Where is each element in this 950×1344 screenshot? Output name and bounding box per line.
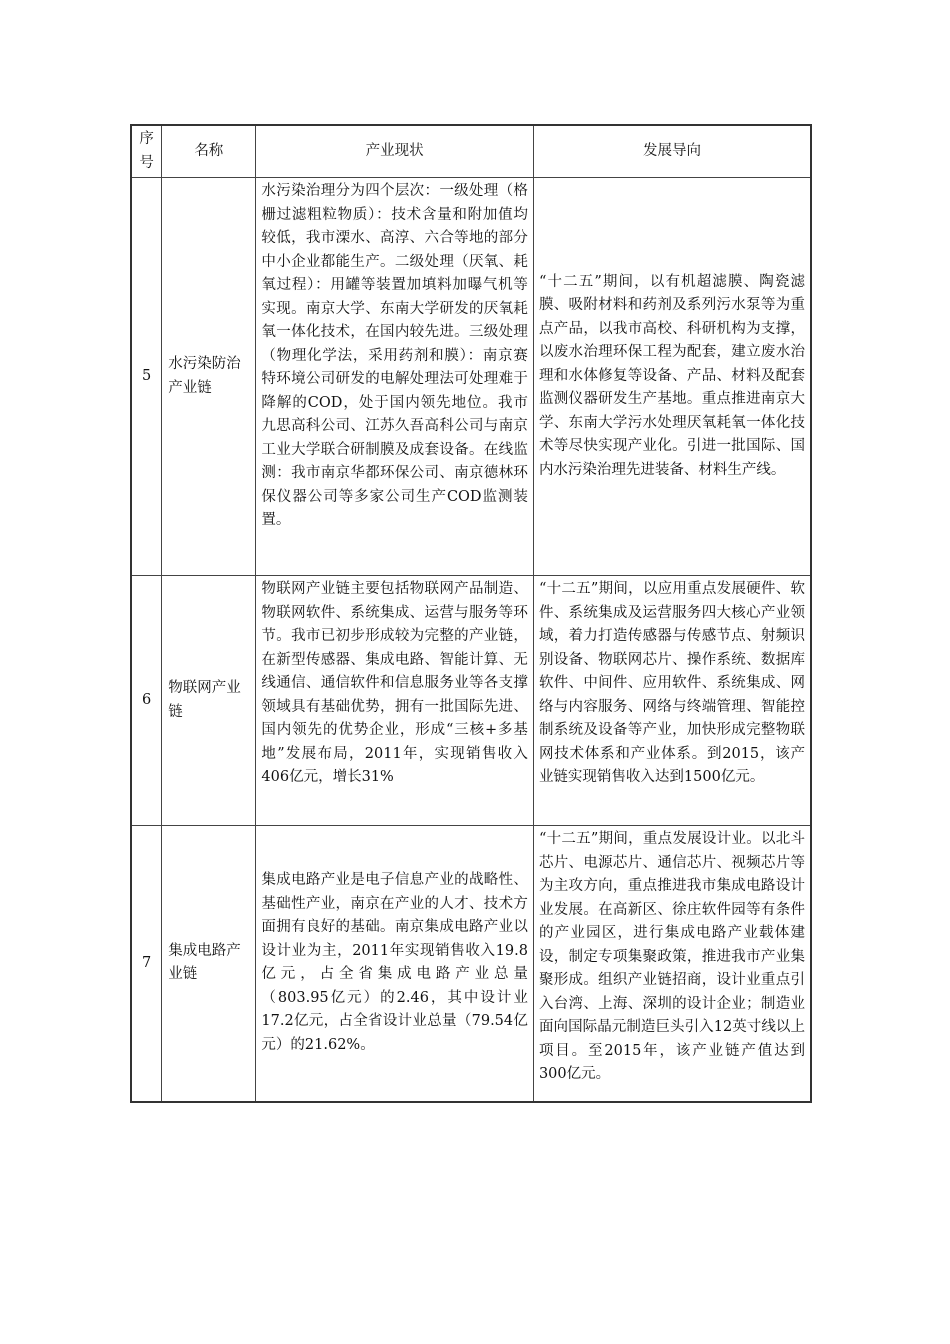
table-row: [131, 576, 811, 826]
row-status: 水污染治理分为四个层次：一级处理（格栅过滤粗粒物质）：技术含量和附加值均较低，我市溧水、高淳、六合等地的部分中小企业都能生产。二级处理（厌氧、耗氧过程）：用罐等装置加填料加曝气机等实现。南京大学、东南大学研发的厌氧耗氧一体化技术，在国内较先进。三级处理（物理化学法，采用药剂和膜）：南京赛特环境公司研发的电解处理法可处理难于降解的COD，处于国内领先地位。我市九思高科公司、江苏久吾高科公司与南京工业大学联合研制膜及成套设备。在线监测：我市南京华都环保公司、南京德林环保仪器公司等多家公司生产COD监测装置。: [256, 178, 534, 576]
row-name: 水污染防治产业链: [162, 178, 256, 576]
row-direction: “十二五”期间，以有机超滤膜、陶瓷滤膜、吸附材料和药剂及系列污水泵等为重点产品，以我市高校、科研机构为支撑，以废水治理环保工程为配套，建立废水治理和水体修复等设备、产品、材料及配套监测仪器研发生产基地。重点推进南京大学、东南大学污水处理厌氧耗氧一体化技术等尽快实现产业化。引进一批国际、国内水污染治理先进装备、材料生产线。: [533, 178, 811, 576]
row-no: 7: [131, 826, 162, 1102]
row-status: 集成电路产业是电子信息产业的战略性、基础性产业，南京在产业的人才、技术方面拥有良好的基础。南京集成电路产业以设计业为主，2011年实现销售收入19.8亿元，占全省集成电路产业总量（803.95亿元）的2.46，其中设计业17.2亿元，占全省设计业总量（79.54亿元）的21.62%。: [256, 826, 534, 1102]
row-direction: “十二五”期间，重点发展设计业。以北斗芯片、电源芯片、通信芯片、视频芯片等为主攻方向，重点推进我市集成电路设计业发展。在高新区、徐庄软件园等有条件的产业园区，进行集成电路产业载体建设，制定专项集聚政策，推进我市产业集聚形成。组织产业链招商，设计业重点引入台湾、上海、深圳的设计企业；制造业面向国际晶元制造巨头引入12英寸线以上项目。至2015年，该产业链产值达到300亿元。: [533, 826, 811, 1102]
row-name: 物联网产业链: [162, 576, 256, 826]
industry-chain-table: [130, 124, 812, 1103]
row-no: 6: [131, 576, 162, 826]
header-direction: 发展导向: [533, 125, 811, 178]
table-header-row: [131, 125, 811, 178]
row-status: 物联网产业链主要包括物联网产品制造、物联网软件、系统集成、运营与服务等环节。我市已初步形成较为完整的产业链，在新型传感器、集成电路、智能计算、无线通信、通信软件和信息服务业等各支撑领域具有基础优势，拥有一批国际先进、国内领先的优势企业，形成“三核+多基地”发展布局，2011年，实现销售收入406亿元，增长31%: [256, 576, 534, 826]
table-row: [131, 826, 811, 1102]
header-no: 序号: [131, 125, 162, 178]
table-row: [131, 178, 811, 576]
header-status: 产业现状: [256, 125, 534, 178]
header-name: 名称: [162, 125, 256, 178]
row-direction: “十二五”期间，以应用重点发展硬件、软件、系统集成及运营服务四大核心产业领域，着力打造传感器与传感节点、射频识别设备、物联网芯片、操作系统、数据库软件、中间件、应用软件、系统集成、网络与内容服务、网络与终端管理、智能控制系统及设备等产业，加快形成完整物联网技术体系和产业体系。到2015，该产业链实现销售收入达到1500亿元。: [533, 576, 811, 826]
row-no: 5: [131, 178, 162, 576]
row-name: 集成电路产业链: [162, 826, 256, 1102]
